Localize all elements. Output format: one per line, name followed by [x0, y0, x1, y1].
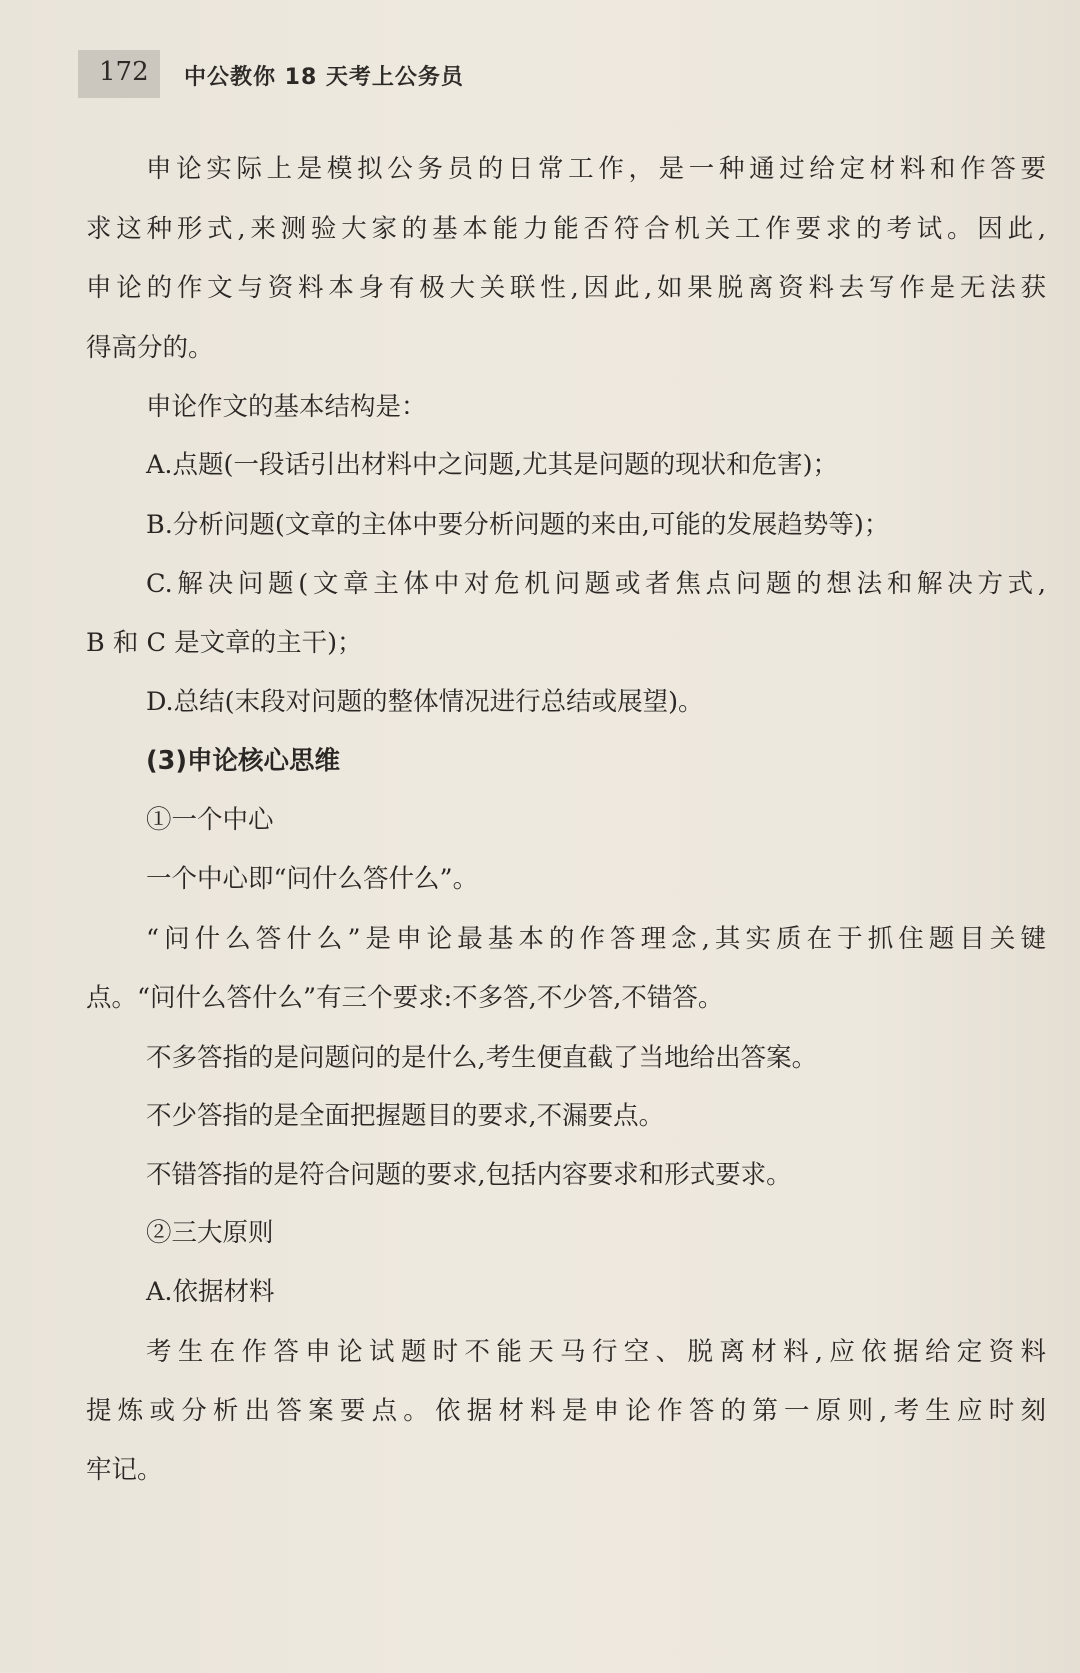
subheading: A.依据材料 [146, 1277, 275, 1307]
text-line: 考生在作答申论试题时不能天马行空、脱离材料,应依据给定资料 [146, 1337, 1046, 1367]
text-line: 得高分的。 [86, 333, 214, 363]
section-heading: (3)申论核心思维 [146, 746, 341, 776]
running-title: 中公教你 18 天考上公务员 [184, 65, 464, 90]
text-line: 点。“问什么答什么”有三个要求:不多答,不少答,不错答。 [86, 983, 724, 1013]
text-line: 求这种形式,来测验大家的基本能力能否符合机关工作要求的考试。因此, [86, 214, 1046, 244]
subheading: ②三大原则 [146, 1218, 274, 1248]
text-line: B 和 C 是文章的主干)； [86, 628, 363, 658]
text-line: 一个中心即“问什么答什么”。 [146, 864, 479, 894]
text-line: “问什么答什么”是申论最基本的作答理念,其实质在于抓住题目关键 [146, 924, 1046, 954]
text-line: B.分析问题(文章的主体中要分析问题的来由,可能的发展趋势等)； [146, 510, 890, 540]
text-line: 不少答指的是全面把握题目的要求,不漏要点。 [146, 1101, 665, 1131]
page-header [78, 50, 898, 98]
text-line: 不错答指的是符合问题的要求,包括内容要求和形式要求。 [146, 1160, 792, 1190]
text-line: A.点题(一段话引出材料中之问题,尤其是问题的现状和危害)； [146, 450, 839, 480]
text-line: 申论作文的基本结构是： [146, 392, 427, 422]
text-line: C.解决问题(文章主体中对危机问题或者焦点问题的想法和解决方式, [146, 569, 1046, 599]
page-number-box [78, 50, 160, 98]
text-line: D.总结(末段对问题的整体情况进行总结或展望)。 [146, 687, 704, 717]
text-line: 申论的作文与资料本身有极大关联性,因此,如果脱离资料去写作是无法获 [86, 273, 1046, 303]
text-line: 牢记。 [86, 1455, 163, 1485]
text-line: 申论实际上是模拟公务员的日常工作，是一种通过给定材料和作答要 [146, 154, 1046, 184]
page-number: 172 [99, 57, 149, 87]
subheading: ①一个中心 [146, 805, 274, 835]
text-line: 提炼或分析出答案要点。依据材料是申论作答的第一原则,考生应时刻 [86, 1396, 1046, 1426]
text-line: 不多答指的是问题问的是什么,考生便直截了当地给出答案。 [146, 1043, 818, 1073]
